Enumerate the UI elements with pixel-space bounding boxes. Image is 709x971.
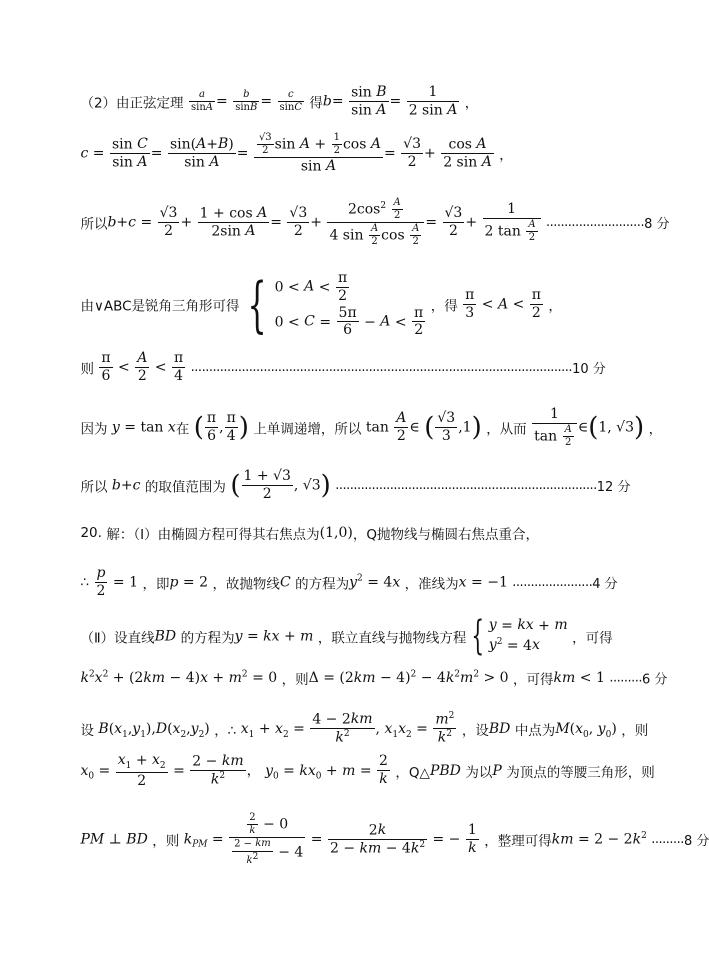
line-final-range: 所以 b+c 的取值范围为 ( $\frac{1 + √3}{2}$ , √3) ........................................................................12 分 <box>80 468 631 502</box>
line-b-plus-c: 所以b+c = $\frac{√3}{2}$ + $\frac{\text{1 + cos A}}{\text{2sin A}}$ = $\frac{√3}{2}$ + $2\cos^2$ $\frac{A}{2}$ 4 sin $\frac{A}{2}$ cos $\frac{A}{2}$ = $\frac{√3}{2}$ + 1 2 tan $\frac{A}{2}$ ...........................8 分 <box>80 197 670 247</box>
score-6: 6 分 <box>642 672 668 688</box>
line-tan-range: 因为 y = tan x在 ( $\frac{\pi}{6}$ , $\frac{\pi}{4}$ ) 上单调递增，所以 tan $\frac{A}{2}$ ∈ ( $\frac{√3}{3}$ ,1) ，从而 1 tan $\frac{A}{2}$ ∈(1, √3) ， <box>80 406 663 448</box>
line-sine-law: （2）由正弦定理 $\frac{a}{\sin A}$ = $\frac{b}{\sin B}$ = $\frac{c}{\sin C}$ 得b= $\frac{\text{sin B}}{\text{sin A}}$ = $\frac{1}{\text{2 sin A}}$ ， <box>80 84 479 119</box>
line-q20-vieta: 设 $B(x_1,y_1),D(x_2,y_2)$ ，∴ $x_1 + x_2$ = $\frac{4 - 2km}{k^2}$ , $x_1x_2$ = $\frac{m^2}{k^2}$ ，设BD 中点为$M(x_0$, $y_0$) ，则 <box>80 711 649 746</box>
line-q20-midpoint: $x_0$ = $\frac{x_1 + x_2}{2}$ = $\frac{2 - km}{k^2}$ ， $y_0 = kx_0 + m$ = $\frac{2}{k}$ ，Q△PBD 为以P 为顶点的等腰三角形，则 <box>80 752 655 789</box>
score-8-b: 8 分 <box>683 833 709 849</box>
score-10: 10 分 <box>572 361 606 377</box>
score-8-a: 8 分 <box>644 217 670 232</box>
line-q20-discriminant: $k^2x^2 + (2km - 4)x + m^2 = 0$ ，则$\Delta = (2km - 4)^2 - 4k^2m^2 > 0$ ，可得km < 1 .........6 分 <box>80 669 668 688</box>
text-lead: （2）由正弦定理 <box>80 95 184 112</box>
line-half-angle: 则 $\frac{\pi}{6}$ < $\frac{A}{2}$ < $\frac{\pi}{4}$ .........................................................................................................10 分 <box>80 350 606 384</box>
score-12: 12 分 <box>596 479 631 495</box>
text-get: 得 <box>309 95 323 112</box>
score-4: 4 分 <box>592 576 618 592</box>
line-q20-parabola: ∴ $\frac{p}{2}$ = 1 ，即p = 2 ，故抛物线C 的方程为$y^2 = 4x$ ，准线为x = −1 ......................4 分 <box>80 565 618 599</box>
line-q20-perpendicular: PM ⊥ BD ，则 $k_{PM}$ = $\frac{2}{k}$ − 0 $\frac{2 - km}{k^2}$ − 4 = $\frac{2k}{2 - km - 4k^2}$ = − $\frac{1}{k}$ ，整理可得km = $2 - 2k^2$ .........8 分 <box>80 812 709 866</box>
question-number: 20. <box>80 525 102 541</box>
line-q20-focus: 20. 解：（Ⅰ）由椭圆方程可得其右焦点为(1,0)，Q抛物线与椭圆右焦点重合， <box>80 525 539 543</box>
line-acute-triangle: 由∨ABC是锐角三角形可得 { 0 < A < $\frac{\pi}{2}$ 0 < C = $\frac{5\pi}{6}$ − A < $\frac{\pi}{2}$ ，得 $\frac{\pi}{3}$ < A < $\frac{\pi}{2}$ ， <box>80 269 562 340</box>
line-c-expression: c = $\frac{\text{sin C}}{\text{sin A}}$ = $\frac{\sin(A+B)}{\text{sin A}}$ = $\frac{√3}{2}$ sin A + $\frac{1}{2}$ cos A sin A = $\frac{√3}{2}$ + $\frac{\text{cos A}}{\text{2 sin A}}$ ， <box>80 132 513 175</box>
line-q20-line-bd: （Ⅱ）设直线BD 的方程为y = kx + m ，联立直线与抛物线方程 { y = kx + m $y^2 = 4x$ ，可得 <box>80 613 613 660</box>
